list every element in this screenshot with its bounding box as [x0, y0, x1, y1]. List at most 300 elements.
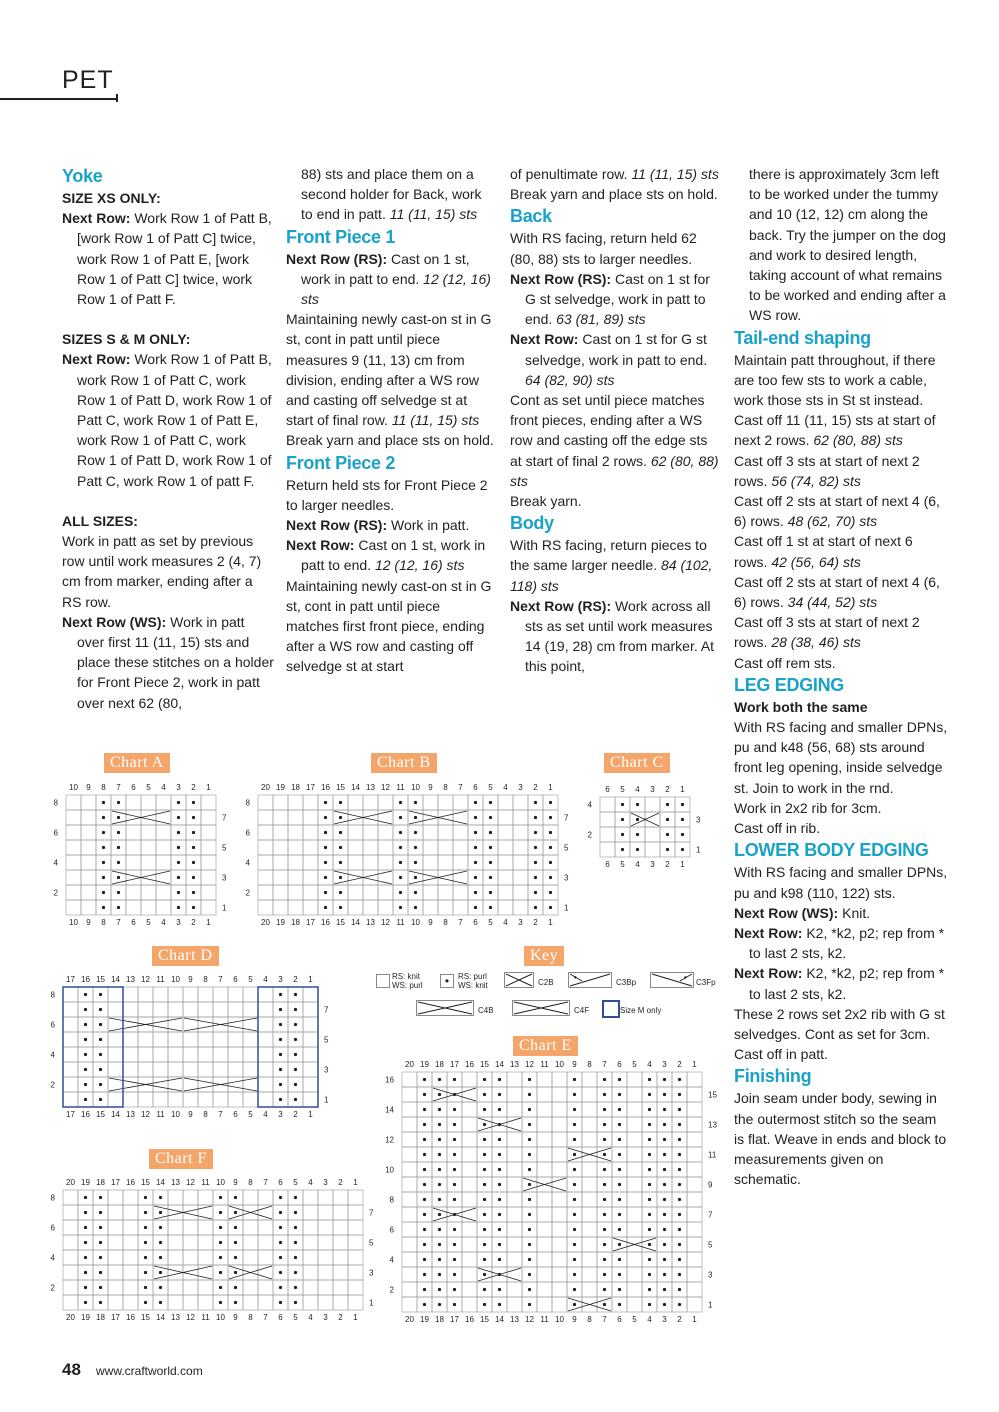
chart-f-cell [348, 1205, 363, 1220]
stitch-count: 64 (82, 90) sts [525, 371, 615, 388]
chart-f-purl-dot [234, 1196, 237, 1199]
chart-f-cell [168, 1205, 183, 1220]
chart-e-purl-dot [528, 1273, 531, 1276]
chart-d-cell [228, 987, 243, 1002]
chart-e-cell [462, 1102, 477, 1117]
chart-e-cell [627, 1072, 642, 1087]
chart-d-col-number: 9 [188, 975, 193, 984]
chart-f-purl-dot [99, 1196, 102, 1199]
chart-e-purl-dot [603, 1273, 606, 1276]
chart-b-col-number: 6 [473, 918, 478, 927]
chart-d-cell [153, 987, 168, 1002]
instruction-text: Work in patt over first 11 (11, 15) sts and place these stitches on a holder for Front Piece 2, work in patt over next 62 (80, [77, 613, 274, 711]
instruction-text: Maintaining newly cast-on st in G st, cont in patt until piece matches first front piece, ending after a WS row and casting off selvedge st at start [286, 577, 492, 675]
chart-e-col-number: 5 [632, 1060, 637, 1069]
chart-e-cell [552, 1087, 567, 1102]
chart-e-purl-dot [603, 1108, 606, 1111]
chart-f-cell [318, 1295, 333, 1310]
chart-f-purl-dot [279, 1211, 282, 1214]
chart-a-purl-dot [102, 906, 105, 909]
chart-b-cell [423, 810, 438, 825]
chart-b-purl-dot [549, 861, 552, 864]
chart-e-col-number: 11 [540, 1060, 549, 1069]
chart-c-purl-dot [681, 803, 684, 806]
chart-d-cell [213, 1032, 228, 1047]
instruction-label: Next Row (RS): [510, 270, 612, 287]
chart-d-cell [303, 1032, 318, 1047]
chart-c-col-number: 3 [650, 860, 655, 869]
chart-e-cell [402, 1252, 417, 1267]
chart-e-col-number: 20 [405, 1060, 414, 1069]
chart-b-purl-dot [549, 891, 552, 894]
chart-b-cell [363, 810, 378, 825]
chart-e-row-number: 12 [385, 1135, 394, 1145]
chart-e-purl-dot [453, 1183, 456, 1186]
chart-c-cell [600, 797, 615, 812]
chart-a-cell [126, 825, 141, 840]
key-c3fp-symbol [650, 972, 694, 988]
chart-a-col-number: 3 [176, 918, 181, 927]
section-heading: LOWER BODY EDGING [734, 840, 929, 861]
chart-a-cell [81, 885, 96, 900]
chart-e-purl-dot [663, 1153, 666, 1156]
chart-e-cell [402, 1267, 417, 1282]
chart-c-purl-dot [681, 818, 684, 821]
chart-e-purl-dot [483, 1183, 486, 1186]
chart-f-cell [123, 1235, 138, 1250]
chart-f-col-number: 18 [96, 1178, 105, 1187]
chart-e-purl-dot [438, 1108, 441, 1111]
instruction-text: Work across all sts as set until work measures 14 (19, 28) cm from marker. At this point, [525, 597, 715, 675]
chart-a-cell [141, 885, 156, 900]
chart-a-cell [66, 825, 81, 840]
chart-e-cell [462, 1192, 477, 1207]
chart-f-col-number: 6 [278, 1313, 283, 1322]
chart-f-cell [198, 1235, 213, 1250]
chart-e-cell [687, 1297, 702, 1312]
instruction-label: Next Row (RS): [510, 597, 612, 614]
chart-a-cell [156, 840, 171, 855]
chart-e-cell [582, 1267, 597, 1282]
footer-url[interactable]: www.craftworld.com [96, 1364, 203, 1378]
chart-d-cell [123, 1032, 138, 1047]
chart-f-cell [303, 1250, 318, 1265]
chart-c-purl-dot [666, 848, 669, 851]
chart-c-cell [600, 827, 615, 842]
chart-f-cell [123, 1190, 138, 1205]
section-heading: Yoke [62, 166, 103, 186]
chart-b-purl-dot [534, 906, 537, 909]
chart-a-purl-dot [192, 906, 195, 909]
chart-d-cell [243, 987, 258, 1002]
chart-b-purl-dot [489, 906, 492, 909]
chart-e-cell [507, 1102, 522, 1117]
chart-e-purl-dot [423, 1198, 426, 1201]
chart-a-purl-dot [192, 891, 195, 894]
chart-e-cell [402, 1177, 417, 1192]
chart-f-cell [333, 1280, 348, 1295]
instruction-text: Work in patt as set by previous row until work measures 2 (4, 7) cm from marker, ending after a RS row. [62, 533, 262, 610]
chart-b-cell [438, 840, 453, 855]
chart-f-cell [183, 1280, 198, 1295]
chart-e-purl-dot [603, 1228, 606, 1231]
chart-b-purl-dot [489, 861, 492, 864]
chart-b-cell [273, 870, 288, 885]
chart-b-col-number: 19 [276, 783, 285, 792]
chart-e-row-number: 1 [708, 1300, 713, 1310]
chart-d-cell [123, 1017, 138, 1032]
chart-f-cell [168, 1235, 183, 1250]
chart-f-cell [333, 1205, 348, 1220]
chart-f-cell [348, 1250, 363, 1265]
chart-d-purl-dot [279, 1083, 282, 1086]
chart-f-cell [108, 1220, 123, 1235]
chart-a-cell [126, 855, 141, 870]
chart-a-cell [126, 900, 141, 915]
chart-a-purl-dot [177, 846, 180, 849]
chart-b-col-number: 4 [503, 918, 508, 927]
chart-f-col-number: 3 [323, 1178, 328, 1187]
chart-c-purl-dot [666, 818, 669, 821]
chart-e-cell [627, 1177, 642, 1192]
chart-f-col-number: 5 [293, 1178, 298, 1187]
chart-f-cell [108, 1250, 123, 1265]
stitch-count: 56 (74, 82) sts [767, 472, 861, 489]
chart-c-cell [645, 797, 660, 812]
chart-f-purl-dot [84, 1241, 87, 1244]
chart-e-purl-dot [648, 1198, 651, 1201]
chart-c-purl-dot [681, 848, 684, 851]
chart-e-purl-dot [573, 1288, 576, 1291]
chart-d-purl-dot [84, 1098, 87, 1101]
chart-e-cell [627, 1282, 642, 1297]
chart-a-purl-dot [102, 846, 105, 849]
chart-f-cell [123, 1220, 138, 1235]
chart-b-cell [453, 885, 468, 900]
chart-f-purl-dot [279, 1286, 282, 1289]
chart-e-purl-dot [438, 1138, 441, 1141]
chart-a-col-number: 2 [191, 918, 196, 927]
chart-a-col-number: 7 [116, 918, 121, 927]
chart-b-cell [273, 795, 288, 810]
chart-a-title: Chart A [104, 753, 170, 773]
chart-f-cell [183, 1265, 198, 1280]
chart-e-cell [582, 1132, 597, 1147]
chart-d-cell [243, 1002, 258, 1017]
chart-b-purl-dot [339, 876, 342, 879]
chart-e-cell [507, 1162, 522, 1177]
chart-d-cell [153, 1047, 168, 1062]
chart-b-cell [288, 855, 303, 870]
chart-e-cell [537, 1102, 552, 1117]
chart-b-col-number: 12 [381, 783, 390, 792]
section-heading: Front Piece 2 [286, 452, 396, 473]
svg-text:•: • [574, 973, 577, 982]
chart-a-purl-dot [192, 831, 195, 834]
chart-f-cell [243, 1190, 258, 1205]
chart-e-purl-dot [678, 1153, 681, 1156]
chart-a-col-number: 7 [116, 783, 121, 792]
chart-e-purl-dot [648, 1273, 651, 1276]
chart-b-purl-dot [324, 906, 327, 909]
chart-b-cell [303, 840, 318, 855]
chart-f-cell [183, 1190, 198, 1205]
chart-b-purl-dot [414, 831, 417, 834]
chart-e-purl-dot [648, 1183, 651, 1186]
chart-d-cell [123, 1092, 138, 1107]
chart-d-col-number: 12 [141, 975, 150, 984]
chart-f-purl-dot [84, 1226, 87, 1229]
chart-f-cell [303, 1190, 318, 1205]
chart-d-col-number: 16 [81, 1110, 90, 1119]
chart-a-col-number: 9 [86, 918, 91, 927]
chart-b-cell [453, 900, 468, 915]
chart-e-purl-dot [423, 1183, 426, 1186]
chart-d-cell [213, 1092, 228, 1107]
chart-c-cell [645, 812, 660, 827]
chart-e-purl-dot [618, 1213, 621, 1216]
chart-f-purl-dot [294, 1301, 297, 1304]
chart-d-cell [198, 987, 213, 1002]
chart-c-col-number: 1 [680, 860, 685, 869]
chart-d-cell [138, 1002, 153, 1017]
chart-d-purl-dot [294, 993, 297, 996]
chart-e-purl-dot [663, 1108, 666, 1111]
stitch-count: 48 (62, 70) sts [783, 513, 878, 530]
chart-b-cell [363, 840, 378, 855]
chart-d-cell [123, 987, 138, 1002]
chart-b-purl-dot [324, 816, 327, 819]
chart-d-purl-dot [84, 1023, 87, 1026]
chart-f-col-number: 8 [248, 1178, 253, 1187]
key-size-m-label: Size M only [620, 1006, 662, 1015]
chart-e-cell [627, 1267, 642, 1282]
chart-e-purl-dot [573, 1078, 576, 1081]
chart-d-purl-dot [99, 1008, 102, 1011]
chart-e-row-number: 7 [708, 1210, 713, 1220]
chart-e-purl-dot [573, 1138, 576, 1141]
chart-e-purl-dot [603, 1123, 606, 1126]
chart-e-purl-dot [423, 1213, 426, 1216]
chart-e-purl-dot [648, 1153, 651, 1156]
chart-f-cell [243, 1235, 258, 1250]
chart-e-purl-dot [483, 1273, 486, 1276]
chart-c-purl-dot [636, 818, 639, 821]
chart-d-cell [108, 1002, 123, 1017]
chart-b-cell [378, 885, 393, 900]
chart-d-cell [258, 1077, 273, 1092]
chart-e-purl-dot [678, 1183, 681, 1186]
key-ws-purl: WS: purl [392, 981, 423, 990]
chart-b-purl-dot [474, 846, 477, 849]
chart-f-purl-dot [84, 1271, 87, 1274]
chart-e-purl-dot [648, 1168, 651, 1171]
chart-d-cell [183, 1092, 198, 1107]
chart-f-cell [198, 1190, 213, 1205]
chart-e-cell [582, 1192, 597, 1207]
chart-e-cell [462, 1207, 477, 1222]
chart-f-cell [183, 1205, 198, 1220]
chart-f-purl-dot [144, 1256, 147, 1259]
chart-e-purl-dot [663, 1093, 666, 1096]
chart-b-purl-dot [324, 861, 327, 864]
chart-f-title: Chart F [149, 1149, 213, 1169]
stitch-count: 11 (11, 15) sts [387, 412, 480, 429]
chart-f-cell [318, 1280, 333, 1295]
chart-a-cell [141, 810, 156, 825]
chart-b-cell [423, 900, 438, 915]
chart-e-col-number: 17 [450, 1060, 459, 1069]
chart-d-cell [258, 987, 273, 1002]
chart-b-col-number: 18 [291, 918, 300, 927]
chart-d-row-number: 6 [50, 1020, 55, 1030]
chart-f-cell [258, 1295, 273, 1310]
chart-a-cell [81, 855, 96, 870]
chart-e-row-number: 9 [708, 1180, 713, 1190]
chart-d-col-number: 3 [278, 975, 283, 984]
chart-d-col-number: 11 [156, 1110, 165, 1119]
chart-d-cell [228, 1092, 243, 1107]
chart-b-cell [453, 825, 468, 840]
chart-a-cell [81, 825, 96, 840]
chart-e-cell [462, 1162, 477, 1177]
chart-e-purl-dot [648, 1288, 651, 1291]
chart-a-col-number: 10 [69, 783, 78, 792]
chart-f-col-number: 11 [201, 1178, 210, 1187]
chart-e-cell [687, 1147, 702, 1162]
chart-b-col-number: 11 [396, 918, 405, 927]
chart-b-cell [348, 885, 363, 900]
chart-e-purl-dot [423, 1168, 426, 1171]
chart-d-purl-dot [84, 1053, 87, 1056]
chart-f-purl-dot [144, 1271, 147, 1274]
chart-b-purl-dot [534, 831, 537, 834]
chart-e-row-number: 16 [385, 1075, 394, 1085]
chart-d-col-number: 9 [188, 1110, 193, 1119]
chart-b-purl-dot [534, 861, 537, 864]
chart-e-purl-dot [453, 1123, 456, 1126]
chart-f-cell [63, 1250, 78, 1265]
chart-e-purl-dot [678, 1258, 681, 1261]
chart-b-col-number: 2 [533, 918, 538, 927]
chart-f-cell [63, 1190, 78, 1205]
chart-b-purl-dot [414, 846, 417, 849]
chart-e-purl-dot [483, 1123, 486, 1126]
instruction-text: Cast on 1 st for G st selvedge, work in patt to end. [525, 270, 710, 328]
chart-b-purl-dot [339, 906, 342, 909]
chart-e-col-number: 1 [692, 1315, 697, 1324]
chart-f-purl-dot [159, 1271, 162, 1274]
chart-b-col-number: 3 [518, 918, 523, 927]
chart-e-purl-dot [528, 1213, 531, 1216]
chart-d-cell [198, 1002, 213, 1017]
chart-e-purl-dot [498, 1138, 501, 1141]
chart-b-purl-dot [339, 816, 342, 819]
chart-e-cell [507, 1222, 522, 1237]
instruction-text: Cast off 1 st at start of next 6 rows. [734, 533, 913, 570]
chart-e-cell [537, 1207, 552, 1222]
chart-b-col-number: 18 [291, 783, 300, 792]
chart-b-col-number: 6 [473, 783, 478, 792]
chart-b-col-number: 14 [351, 918, 360, 927]
chart-d-cell [258, 1062, 273, 1077]
chart-e-cell [402, 1087, 417, 1102]
chart-b-col-number: 19 [276, 918, 285, 927]
chart-e-purl-dot [453, 1168, 456, 1171]
chart-d-col-number: 4 [263, 1110, 268, 1119]
chart-e-purl-dot [618, 1303, 621, 1306]
chart-d-cell [228, 1032, 243, 1047]
chart-f-cell [243, 1250, 258, 1265]
chart-e-purl-dot [573, 1198, 576, 1201]
chart-c-purl-dot [621, 848, 624, 851]
chart-b-cell [423, 795, 438, 810]
chart-f-cell [303, 1235, 318, 1250]
chart-e-cell [627, 1147, 642, 1162]
chart-f-purl-dot [159, 1196, 162, 1199]
chart-e-purl-dot [438, 1228, 441, 1231]
chart-e-purl-dot [573, 1213, 576, 1216]
chart-a-col-number: 6 [131, 783, 136, 792]
chart-f-col-number: 16 [126, 1178, 135, 1187]
chart-a-row-number: 5 [222, 843, 227, 853]
chart-b-purl-dot [474, 861, 477, 864]
chart-f-col-number: 4 [308, 1178, 313, 1187]
chart-f-cell [108, 1235, 123, 1250]
chart-e-cell [552, 1102, 567, 1117]
chart-e-purl-dot [438, 1303, 441, 1306]
chart-e-purl-dot [648, 1078, 651, 1081]
chart-b-purl-dot [324, 891, 327, 894]
chart-e-cell [687, 1252, 702, 1267]
chart-a-cell [81, 840, 96, 855]
chart-a-cell [141, 840, 156, 855]
chart-e-purl-dot [648, 1123, 651, 1126]
chart-b-row-number: 3 [564, 873, 569, 883]
chart-d-cell [258, 1017, 273, 1032]
chart-b-cell [363, 870, 378, 885]
chart-d-purl-dot [84, 1083, 87, 1086]
key-c3fp-label: C3Fp [696, 978, 716, 987]
chart-e-purl-dot [498, 1078, 501, 1081]
chart-e-col-number: 15 [480, 1060, 489, 1069]
chart-d-col-number: 2 [293, 1110, 298, 1119]
chart-d-col-number: 5 [248, 975, 253, 984]
chart-b-cell [258, 855, 273, 870]
chart-f-cell [258, 1205, 273, 1220]
chart-d-cell [198, 1017, 213, 1032]
chart-e-purl-dot [678, 1138, 681, 1141]
chart-a-purl-dot [177, 906, 180, 909]
chart-e-col-number: 20 [405, 1315, 414, 1324]
key-c2b-label: C2B [538, 978, 554, 987]
chart-e-cell [507, 1297, 522, 1312]
chart-e-cell [582, 1087, 597, 1102]
chart-c-purl-dot [621, 818, 624, 821]
instruction-label: Next Row: [510, 331, 579, 348]
chart-f-cell [168, 1220, 183, 1235]
chart-f-cell [63, 1295, 78, 1310]
key-knit-swatch [376, 974, 390, 988]
chart-c-title: Chart C [604, 753, 670, 773]
chart-d-cell [138, 987, 153, 1002]
chart-b-cell [438, 885, 453, 900]
chart-b-col-number: 7 [458, 783, 463, 792]
instruction-text: Break yarn. [510, 493, 582, 510]
chart-d-cell [123, 1062, 138, 1077]
chart-b-cell [438, 855, 453, 870]
chart-e-col-number: 6 [617, 1315, 622, 1324]
